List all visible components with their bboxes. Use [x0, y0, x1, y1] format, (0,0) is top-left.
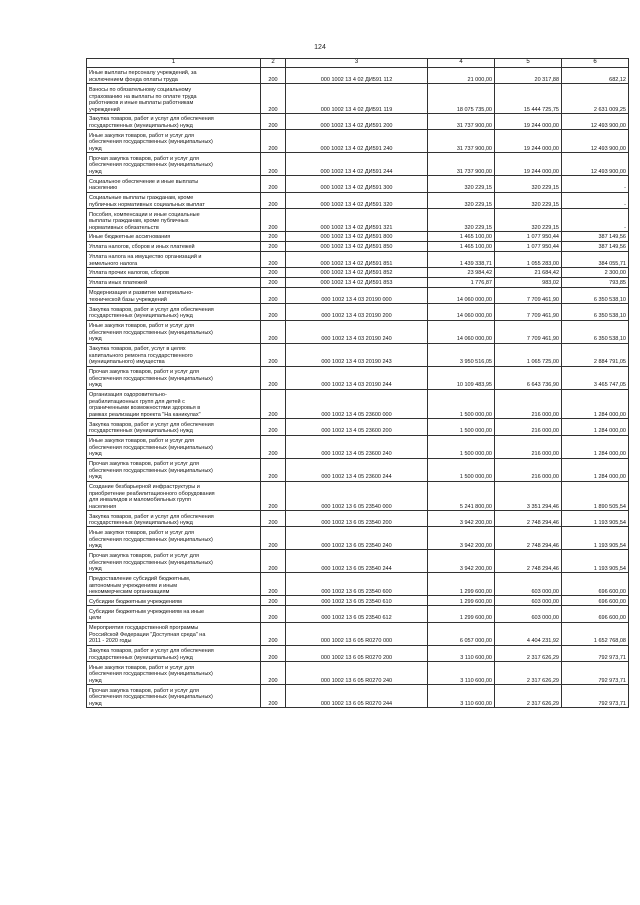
row-unexecuted-cell: 696 600,00 [562, 573, 629, 596]
row-approved-cell: 31 737 900,00 [428, 153, 495, 176]
row-approved-cell: 1 465 100,00 [428, 241, 495, 251]
row-approved-cell: 3 942 200,00 [428, 527, 495, 550]
row-executed-cell: 2 317 626,29 [495, 662, 562, 685]
row-approved-cell: 10 109 483,95 [428, 366, 495, 389]
row-executed-cell: 2 317 626,29 [495, 685, 562, 708]
row-executed-cell: 19 244 000,00 [495, 113, 562, 129]
row-unexecuted-cell: 792 973,71 [562, 645, 629, 661]
table-row [87, 277, 629, 287]
row-executed-cell: 3 351 294,46 [495, 481, 562, 511]
row-approved-cell: 1 500 000,00 [428, 389, 495, 419]
row-code-cell: 000 1002 13 4 02 ДИ591 321 [286, 209, 428, 232]
row-unexecuted-cell: 1 193 905,54 [562, 550, 629, 573]
row-name-cell: Уплата иных платежей [87, 277, 261, 287]
table-row [87, 573, 629, 596]
table-header-row [87, 59, 629, 68]
row-code-cell: 000 1002 13 6 05 R0270 200 [286, 645, 428, 661]
row-approved-cell: 320 229,15 [428, 209, 495, 232]
row-approved-cell: 320 229,15 [428, 192, 495, 208]
row-approved-cell: 320 229,15 [428, 176, 495, 192]
row-approved-cell: 1 465 100,00 [428, 232, 495, 242]
row-name-cell: Взносы по обязательному социальному страхованию на выплаты по оплате труда работников и иные выплаты работникам учреждений [87, 84, 261, 114]
row-executed-cell: 216 000,00 [495, 458, 562, 481]
row-code-cell: 000 1002 13 4 05 23600 200 [286, 419, 428, 435]
row-executed-cell: 603 000,00 [495, 606, 562, 622]
row-approved-cell: 3 110 600,00 [428, 662, 495, 685]
row-unexecuted-cell: 12 493 900,00 [562, 153, 629, 176]
row-unexecuted-cell: 1 284 000,00 [562, 435, 629, 458]
row-section-cell: 200 [261, 606, 286, 622]
row-name-cell: Иные закупки товаров, работ и услуг для обеспечения государственных (муниципальных) нужд [87, 320, 261, 343]
row-section-cell: 200 [261, 389, 286, 419]
table-row [87, 606, 629, 622]
table-row [87, 458, 629, 481]
row-executed-cell: 320 229,15 [495, 192, 562, 208]
table-row [87, 304, 629, 320]
table-row [87, 268, 629, 278]
row-name-cell: Предоставление субсидий бюджетным, автономным учреждениям и иным некоммерческим организациям [87, 573, 261, 596]
column-header: 3 [286, 59, 428, 68]
table-row [87, 84, 629, 114]
row-name-cell: Прочая закупка товаров, работ и услуг для обеспечения государственных (муниципальных) нужд [87, 685, 261, 708]
row-approved-cell: 3 942 200,00 [428, 511, 495, 527]
row-executed-cell: 7 709 461,90 [495, 320, 562, 343]
row-code-cell: 000 1002 13 6 05 23540 600 [286, 573, 428, 596]
row-executed-cell: 20 317,88 [495, 68, 562, 84]
table-row [87, 113, 629, 129]
table-row [87, 287, 629, 303]
row-code-cell: 000 1002 13 6 05 R0270 244 [286, 685, 428, 708]
row-unexecuted-cell: 1 890 505,54 [562, 481, 629, 511]
row-unexecuted-cell: - [562, 176, 629, 192]
row-unexecuted-cell: 696 600,00 [562, 606, 629, 622]
row-name-cell: Субсидии бюджетным учреждениям [87, 596, 261, 606]
row-code-cell: 000 1002 13 6 05 23540 610 [286, 596, 428, 606]
row-section-cell: 200 [261, 153, 286, 176]
row-code-cell: 000 1002 13 4 03 20190 000 [286, 287, 428, 303]
row-name-cell: Закупка товаров, работ и услуг для обеспечения государственных (муниципальных) нужд [87, 419, 261, 435]
row-unexecuted-cell: 1 284 000,00 [562, 389, 629, 419]
row-approved-cell: 3 950 516,05 [428, 343, 495, 366]
row-code-cell: 000 1002 13 6 05 23540 240 [286, 527, 428, 550]
row-executed-cell: 2 748 294,46 [495, 511, 562, 527]
row-approved-cell: 21 000,00 [428, 68, 495, 84]
row-code-cell: 000 1002 13 4 02 ДИ591 300 [286, 176, 428, 192]
row-approved-cell: 18 075 735,00 [428, 84, 495, 114]
row-section-cell: 200 [261, 511, 286, 527]
row-approved-cell: 14 060 000,00 [428, 287, 495, 303]
row-approved-cell: 23 984,42 [428, 268, 495, 278]
row-unexecuted-cell: 2 884 791,05 [562, 343, 629, 366]
row-approved-cell: 3 110 600,00 [428, 685, 495, 708]
row-name-cell: Закупка товаров, работ и услуг для обеспечения государственных (муниципальных) нужд [87, 113, 261, 129]
row-executed-cell: 4 404 231,92 [495, 622, 562, 645]
row-name-cell: Иные закупки товаров, работ и услуг для обеспечения государственных (муниципальных) нужд [87, 435, 261, 458]
row-code-cell: 000 1002 13 4 05 23600 244 [286, 458, 428, 481]
row-executed-cell: 320 229,15 [495, 176, 562, 192]
table-row [87, 130, 629, 153]
row-name-cell: Пособия, компенсации и иные социальные выплаты гражданам, кроме публичных нормативных обязательств [87, 209, 261, 232]
row-executed-cell: 216 000,00 [495, 389, 562, 419]
row-code-cell: 000 1002 13 6 05 23540 200 [286, 511, 428, 527]
table-row [87, 320, 629, 343]
row-executed-cell: 19 244 000,00 [495, 153, 562, 176]
row-section-cell: 200 [261, 662, 286, 685]
row-executed-cell: 21 684,42 [495, 268, 562, 278]
row-section-cell: 200 [261, 268, 286, 278]
row-code-cell: 000 1002 13 4 02 ДИ591 852 [286, 268, 428, 278]
row-section-cell: 200 [261, 277, 286, 287]
row-unexecuted-cell: 6 350 538,10 [562, 320, 629, 343]
row-executed-cell: 2 748 294,46 [495, 550, 562, 573]
row-name-cell: Прочая закупка товаров, работ и услуг для обеспечения государственных (муниципальных) нужд [87, 550, 261, 573]
row-approved-cell: 31 737 900,00 [428, 130, 495, 153]
row-section-cell: 200 [261, 84, 286, 114]
row-approved-cell: 1 500 000,00 [428, 419, 495, 435]
table-row [87, 209, 629, 232]
row-name-cell: Модернизация и развитие материально- технической базы учреждений [87, 287, 261, 303]
row-approved-cell: 14 060 000,00 [428, 320, 495, 343]
table-row [87, 343, 629, 366]
row-code-cell: 000 1002 13 4 02 ДИ591 112 [286, 68, 428, 84]
row-section-cell: 200 [261, 343, 286, 366]
row-name-cell: Прочая закупка товаров, работ и услуг для обеспечения государственных (муниципальных) нужд [87, 458, 261, 481]
row-approved-cell: 1 776,87 [428, 277, 495, 287]
row-name-cell: Прочая закупка товаров, работ и услуг для обеспечения государственных (муниципальных) нужд [87, 153, 261, 176]
row-name-cell: Иные закупки товаров, работ и услуг для обеспечения государственных (муниципальных) нужд [87, 130, 261, 153]
row-approved-cell: 3 110 600,00 [428, 645, 495, 661]
row-unexecuted-cell: 387 149,56 [562, 241, 629, 251]
table-row [87, 511, 629, 527]
row-code-cell: 000 1002 13 4 03 20190 200 [286, 304, 428, 320]
row-approved-cell: 3 942 200,00 [428, 550, 495, 573]
row-unexecuted-cell: 6 350 538,10 [562, 287, 629, 303]
row-section-cell: 200 [261, 232, 286, 242]
row-unexecuted-cell: 792 973,71 [562, 662, 629, 685]
row-name-cell: Иные закупки товаров, работ и услуг для обеспечения государственных (муниципальных) нужд [87, 527, 261, 550]
table-row [87, 241, 629, 251]
row-section-cell: 200 [261, 130, 286, 153]
table-row [87, 645, 629, 661]
row-name-cell: Закупка товаров, работ, услуг в целях капитального ремонта государственного (муниципального) имущества [87, 343, 261, 366]
row-executed-cell: 6 643 736,90 [495, 366, 562, 389]
column-header: 4 [428, 59, 495, 68]
row-unexecuted-cell: - [562, 192, 629, 208]
table-row [87, 366, 629, 389]
row-executed-cell: 983,02 [495, 277, 562, 287]
row-code-cell: 000 1002 13 4 02 ДИ591 240 [286, 130, 428, 153]
row-code-cell: 000 1002 13 4 02 ДИ591 850 [286, 241, 428, 251]
row-approved-cell: 1 299 600,00 [428, 606, 495, 622]
table-row [87, 685, 629, 708]
row-section-cell: 200 [261, 113, 286, 129]
row-section-cell: 200 [261, 458, 286, 481]
row-approved-cell: 14 060 000,00 [428, 304, 495, 320]
row-code-cell: 000 1002 13 4 02 ДИ591 800 [286, 232, 428, 242]
row-code-cell: 000 1002 13 4 05 23600 000 [286, 389, 428, 419]
row-section-cell: 200 [261, 685, 286, 708]
row-unexecuted-cell: 1 652 768,08 [562, 622, 629, 645]
row-executed-cell: 2 317 626,29 [495, 645, 562, 661]
row-executed-cell: 1 055 283,00 [495, 251, 562, 267]
row-code-cell: 000 1002 13 4 05 23600 240 [286, 435, 428, 458]
row-unexecuted-cell: 12 493 900,00 [562, 130, 629, 153]
row-name-cell: Закупка товаров, работ и услуг для обеспечения государственных (муниципальных) нужд [87, 645, 261, 661]
table-row [87, 662, 629, 685]
row-section-cell: 200 [261, 287, 286, 303]
row-name-cell: Субсидии бюджетным учреждениям на иные цели [87, 606, 261, 622]
row-unexecuted-cell: - [562, 209, 629, 232]
row-name-cell: Иные выплаты персоналу учреждений, за исключением фонда оплаты труда [87, 68, 261, 84]
row-section-cell: 200 [261, 251, 286, 267]
row-unexecuted-cell: 1 193 905,54 [562, 527, 629, 550]
table-row [87, 251, 629, 267]
table-row [87, 68, 629, 84]
row-unexecuted-cell: 12 493 900,00 [562, 113, 629, 129]
row-executed-cell: 1 077 950,44 [495, 241, 562, 251]
row-name-cell: Создание безбарьерной инфраструктуры и приобретение реабилитационного оборудования для инвалидов и маломобильных групп населения [87, 481, 261, 511]
row-section-cell: 200 [261, 304, 286, 320]
row-unexecuted-cell: 1 284 000,00 [562, 419, 629, 435]
table-row [87, 153, 629, 176]
row-code-cell: 000 1002 13 4 03 20190 243 [286, 343, 428, 366]
row-code-cell: 000 1002 13 4 02 ДИ591 320 [286, 192, 428, 208]
table-row [87, 527, 629, 550]
row-unexecuted-cell: 387 149,56 [562, 232, 629, 242]
row-name-cell: Закупка товаров, работ и услуг для обеспечения государственных (муниципальных) нужд [87, 511, 261, 527]
row-section-cell: 200 [261, 622, 286, 645]
table-row [87, 232, 629, 242]
table-row [87, 419, 629, 435]
row-section-cell: 200 [261, 573, 286, 596]
row-section-cell: 200 [261, 176, 286, 192]
row-executed-cell: 19 244 000,00 [495, 130, 562, 153]
row-section-cell: 200 [261, 481, 286, 511]
row-section-cell: 200 [261, 419, 286, 435]
row-code-cell: 000 1002 13 6 05 23540 000 [286, 481, 428, 511]
row-approved-cell: 1 299 600,00 [428, 596, 495, 606]
row-section-cell: 200 [261, 68, 286, 84]
row-executed-cell: 216 000,00 [495, 419, 562, 435]
row-section-cell: 200 [261, 435, 286, 458]
row-code-cell: 000 1002 13 4 03 20190 240 [286, 320, 428, 343]
row-unexecuted-cell: 3 465 747,05 [562, 366, 629, 389]
table-row [87, 550, 629, 573]
row-name-cell: Иные бюджетные ассигнования [87, 232, 261, 242]
row-section-cell: 200 [261, 550, 286, 573]
budget-table [86, 58, 629, 708]
table-row [87, 389, 629, 419]
row-code-cell: 000 1002 13 4 02 ДИ591 200 [286, 113, 428, 129]
row-code-cell: 000 1002 13 4 02 ДИ591 244 [286, 153, 428, 176]
row-code-cell: 000 1002 13 4 02 ДИ591 119 [286, 84, 428, 114]
table-row [87, 192, 629, 208]
row-unexecuted-cell: 384 055,71 [562, 251, 629, 267]
row-name-cell: Организация оздоровительно- реабилитационных групп для детей с ограниченными возможностями здоровья в рамках реализации проекта "На каникулах" [87, 389, 261, 419]
column-header: 5 [495, 59, 562, 68]
row-executed-cell: 2 748 294,46 [495, 527, 562, 550]
column-header: 2 [261, 59, 286, 68]
row-name-cell: Социальное обеспечение и иные выплаты населению [87, 176, 261, 192]
page-number: 124 [314, 44, 326, 51]
row-code-cell: 000 1002 13 4 03 20190 244 [286, 366, 428, 389]
row-unexecuted-cell: 792 973,71 [562, 685, 629, 708]
row-approved-cell: 31 737 900,00 [428, 113, 495, 129]
row-approved-cell: 5 241 800,00 [428, 481, 495, 511]
row-name-cell: Уплата налогов, сборов и иных платежей [87, 241, 261, 251]
row-code-cell: 000 1002 13 4 02 ДИ591 853 [286, 277, 428, 287]
row-code-cell: 000 1002 13 6 05 R0270 240 [286, 662, 428, 685]
row-code-cell: 000 1002 13 6 05 23540 244 [286, 550, 428, 573]
row-executed-cell: 1 077 950,44 [495, 232, 562, 242]
row-approved-cell: 6 057 000,00 [428, 622, 495, 645]
row-name-cell: Мероприятия государственной программы Российской Федерации "Доступная среда" на 2011 - 2020 годы [87, 622, 261, 645]
row-executed-cell: 7 709 461,90 [495, 287, 562, 303]
row-unexecuted-cell: 1 193 905,54 [562, 511, 629, 527]
row-code-cell: 000 1002 13 6 05 23540 612 [286, 606, 428, 622]
row-section-cell: 200 [261, 645, 286, 661]
row-section-cell: 200 [261, 241, 286, 251]
row-executed-cell: 15 444 725,75 [495, 84, 562, 114]
row-unexecuted-cell: 6 350 538,10 [562, 304, 629, 320]
row-unexecuted-cell: 2 300,00 [562, 268, 629, 278]
row-executed-cell: 603 000,00 [495, 596, 562, 606]
row-section-cell: 200 [261, 527, 286, 550]
row-executed-cell: 1 065 725,00 [495, 343, 562, 366]
row-name-cell: Закупка товаров, работ и услуг для обеспечения государственных (муниципальных) нужд [87, 304, 261, 320]
row-section-cell: 200 [261, 320, 286, 343]
table-row [87, 596, 629, 606]
row-unexecuted-cell: 682,12 [562, 68, 629, 84]
row-code-cell: 000 1002 13 4 02 ДИ591 851 [286, 251, 428, 267]
row-executed-cell: 603 000,00 [495, 573, 562, 596]
row-unexecuted-cell: 793,85 [562, 277, 629, 287]
row-executed-cell: 216 000,00 [495, 435, 562, 458]
row-approved-cell: 1 500 000,00 [428, 458, 495, 481]
row-section-cell: 200 [261, 596, 286, 606]
row-name-cell: Уплата налога на имущество организаций и земельного налога [87, 251, 261, 267]
table-row [87, 481, 629, 511]
row-approved-cell: 1 439 338,71 [428, 251, 495, 267]
row-executed-cell: 320 229,15 [495, 209, 562, 232]
table-row [87, 435, 629, 458]
row-unexecuted-cell: 2 631 009,25 [562, 84, 629, 114]
table-row [87, 176, 629, 192]
row-code-cell: 000 1002 13 6 05 R0270 000 [286, 622, 428, 645]
row-name-cell: Иные закупки товаров, работ и услуг для обеспечения государственных (муниципальных) нужд [87, 662, 261, 685]
row-name-cell: Социальные выплаты гражданам, кроме публичных нормативных социальных выплат [87, 192, 261, 208]
row-approved-cell: 1 500 000,00 [428, 435, 495, 458]
table-row [87, 622, 629, 645]
row-unexecuted-cell: 1 284 000,00 [562, 458, 629, 481]
row-section-cell: 200 [261, 192, 286, 208]
row-section-cell: 200 [261, 209, 286, 232]
row-unexecuted-cell: 696 600,00 [562, 596, 629, 606]
column-header: 1 [87, 59, 261, 68]
row-executed-cell: 7 709 461,90 [495, 304, 562, 320]
row-name-cell: Прочая закупка товаров, работ и услуг для обеспечения государственных (муниципальных) нужд [87, 366, 261, 389]
row-approved-cell: 1 299 600,00 [428, 573, 495, 596]
row-section-cell: 200 [261, 366, 286, 389]
column-header: 6 [562, 59, 629, 68]
row-name-cell: Уплата прочих налогов, сборов [87, 268, 261, 278]
